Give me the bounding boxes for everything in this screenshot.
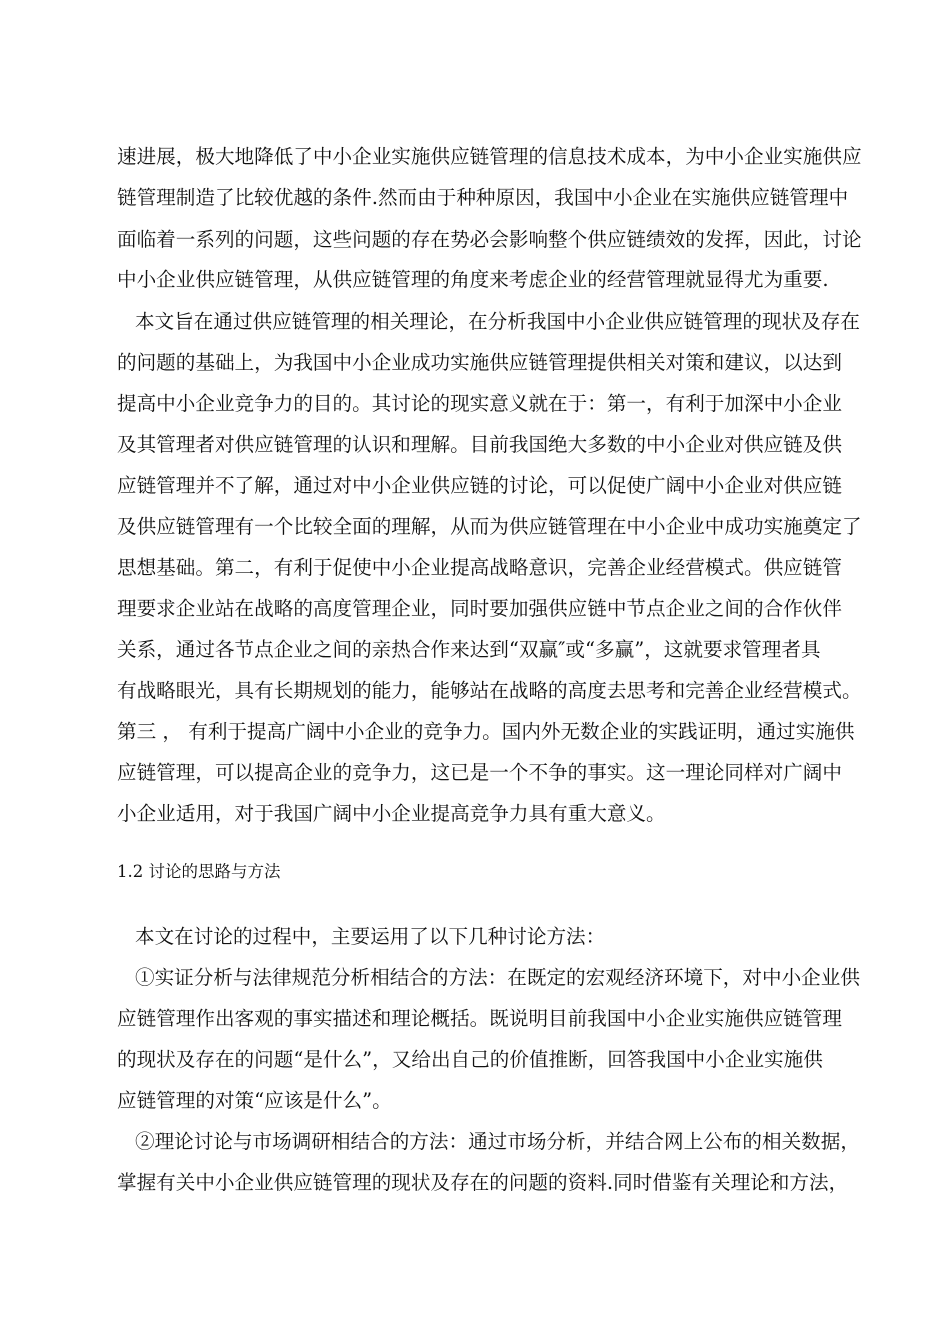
text-line: 的现状及存在的问题“是什么”，又给出自己的价值推断，回答我国中小企业实施供 [117,1048,823,1071]
text-line: 应链管理，可以提高企业的竞争力，这已是一个不争的事实。这一理论同样对广阔中 [117,761,842,784]
text-line: 中小企业供应链管理，从供应链管理的角度来考虑企业的经营管理就显得尤为重要. [117,268,829,291]
text-line: 有战略眼光，具有长期规划的能力，能够站在战略的高度去思考和完善企业经营模式。 [117,679,862,702]
text-line: 理要求企业站在战略的高度管理企业，同时要加强供应链中节点企业之间的合作伙伴 [117,597,842,620]
text-line: 应链管理并不了解，通过对中小企业供应链的讨论，可以促使广阔中小企业对供应链 [117,474,842,497]
text-line: 掌握有关中小企业供应链管理的现状及存在的问题的资料.同时借鉴有关理论和方法， [117,1171,849,1194]
text-line: 提高中小企业竞争力的目的。其讨论的现实意义就在于：第一，有利于加深中小企业 [117,392,842,415]
text-line: 及其管理者对供应链管理的认识和理解。目前我国绝大多数的中小企业对供应链及供 [117,433,842,456]
text-line: 应链管理的对策“应该是什么”。 [117,1089,392,1112]
text-line: 关系，通过各节点企业之间的亲热合作来达到“双赢″或“多赢”，这就要求管理者具 [117,638,821,661]
text-line: 应链管理作出客观的事实描述和理论概括。既说明目前我国中小企业实施供应链管理 [117,1007,842,1030]
text-line: 本文在讨论的过程中，主要运用了以下几种讨论方法： [135,925,606,948]
text-line: 第三 ， 有利于提高广阔中小企业的竞争力。国内外无数企业的实践证明，通过实施供 [117,720,855,743]
text-line: 本文旨在通过供应链管理的相关理论，在分析我国中小企业供应链管理的现状及存在 [135,310,860,333]
text-line: 链管理制造了比较优越的条件.然而由于种种原因，我国中小企业在实施供应链管理中 [117,186,849,209]
text-line: 面临着一系列的问题，这些问题的存在势必会影响整个供应链绩效的发挥，因此，讨论 [117,228,862,251]
text-line: 速进展，极大地降低了中小企业实施供应链管理的信息技术成本，为中小企业实施供应 [117,145,862,168]
text-line: ①实证分析与法律规范分析相结合的方法：在既定的宏观经济环境下，对中小企业供 [135,966,860,989]
text-line: 思想基础。第二，有利于促使中小企业提高战略意识，完善企业经营模式。供应链管 [117,556,842,579]
text-line: ②理论讨论与市场调研相结合的方法：通过市场分析，并结合网上公布的相关数据， [135,1130,860,1153]
text-line: 小企业适用，对于我国广阔中小企业提高竞争力具有重大意义。 [117,802,666,825]
text-line: 及供应链管理有一个比较全面的理解，从而为供应链管理在中小企业中成功实施奠定了 [117,515,862,538]
section-heading: 1.2 讨论的思路与方法 [117,862,281,881]
text-line: 的问题的基础上，为我国中小企业成功实施供应链管理提供相关对策和建议，以达到 [117,351,842,374]
